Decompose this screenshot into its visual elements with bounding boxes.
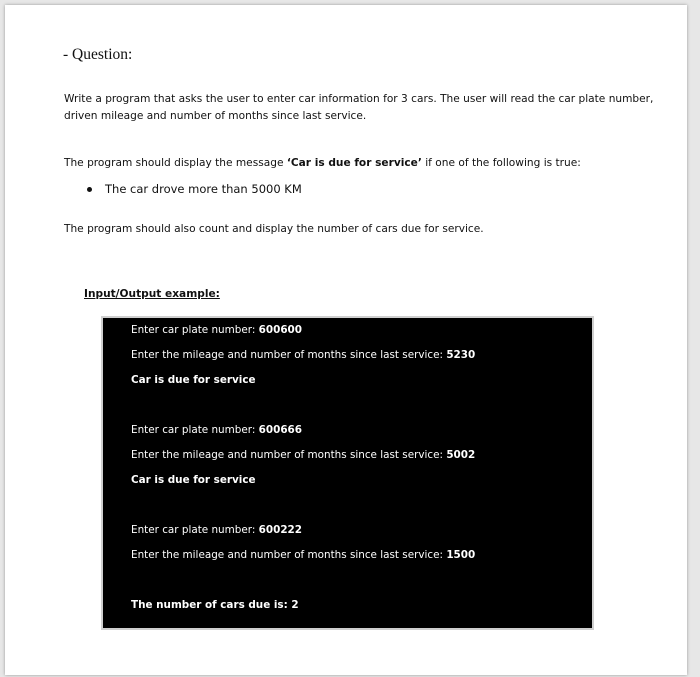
- list-item: [81, 181, 302, 198]
- list-item-text: The car drove more than 5000 KM: [105, 182, 302, 196]
- paragraph-prefix: The program should display the message: [64, 157, 287, 169]
- console-line-mileage-3: [131, 549, 475, 561]
- console-line-result-2: Car is due for service: [131, 474, 256, 486]
- mileage-value: 1500: [446, 549, 476, 561]
- document-page: [5, 5, 687, 675]
- count-paragraph: The program should also count and display the number of cars due for service.: [64, 223, 484, 235]
- mileage-prompt: Enter the mileage and number of months since last service:: [131, 549, 447, 561]
- display-condition-paragraph: [64, 155, 654, 172]
- section-title: - Question:: [63, 46, 133, 63]
- console-line-plate-2: [131, 424, 302, 436]
- question-paragraph: Write a program that asks the user to enter car information for 3 cars. The user will read the car plate number, driven mileage and number of months since last service.: [64, 93, 654, 122]
- mileage-prompt: Enter the mileage and number of months since last service:: [131, 349, 447, 361]
- console-line-plate-1: [131, 324, 302, 336]
- console-line-mileage-2: [131, 449, 475, 461]
- plate-value: 600222: [258, 524, 303, 536]
- io-example-heading: Input/Output example:: [84, 288, 220, 300]
- service-message: ‘Car is due for service’: [286, 157, 422, 169]
- mileage-value: 5230: [446, 349, 476, 361]
- plate-prompt: Enter car plate number:: [131, 324, 259, 336]
- plate-prompt: Enter car plate number:: [131, 524, 259, 536]
- console-line-result-1: Car is due for service: [131, 374, 256, 386]
- condition-list: [81, 181, 302, 198]
- console-line-mileage-1: [131, 349, 475, 361]
- paragraph-suffix: if one of the following is true:: [421, 157, 581, 169]
- mileage-prompt: Enter the mileage and number of months since last service:: [131, 449, 447, 461]
- plate-value: 600666: [258, 424, 303, 436]
- bullet-icon: [87, 187, 92, 192]
- plate-prompt: Enter car plate number:: [131, 424, 259, 436]
- console-line-plate-3: [131, 524, 302, 536]
- plate-value: 600600: [258, 324, 303, 336]
- console-output: [101, 316, 594, 630]
- console-line-summary: The number of cars due is: 2: [131, 599, 299, 611]
- mileage-value: 5002: [446, 449, 476, 461]
